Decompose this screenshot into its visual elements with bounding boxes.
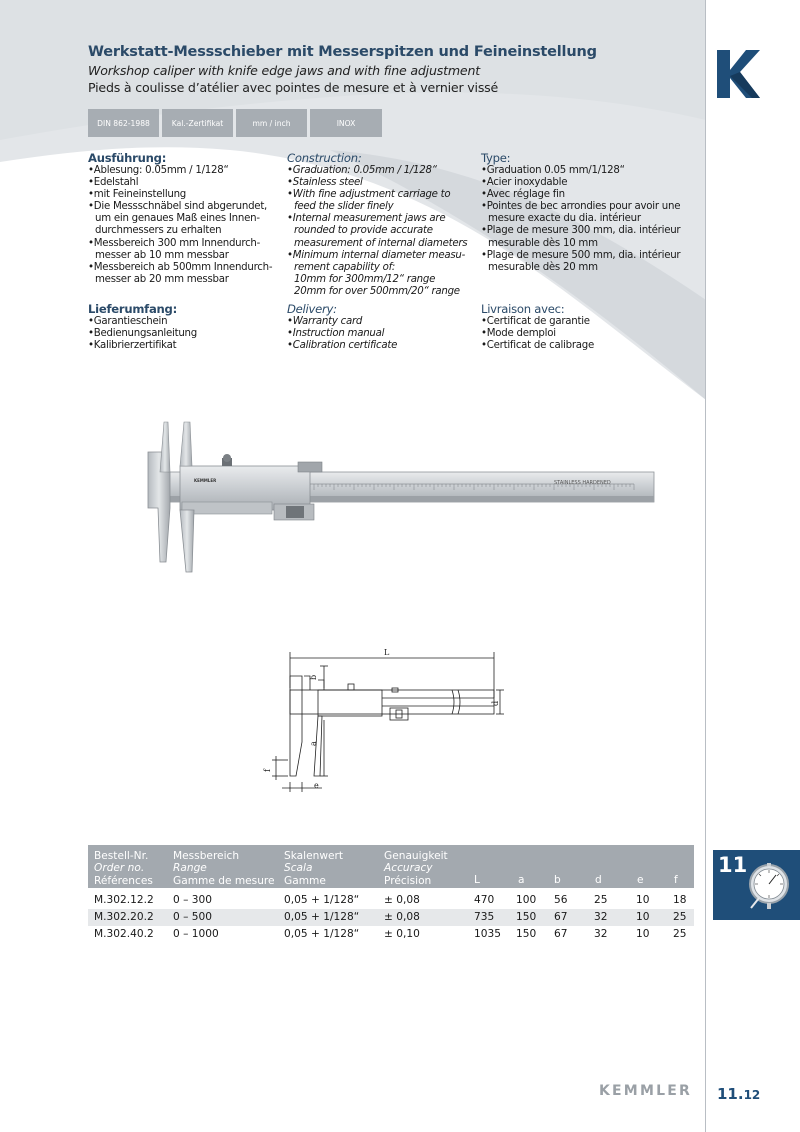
cell-a: 100 [516,894,537,906]
header-fr: Gamme de mesure [173,874,275,887]
page-number-sub: 12 [743,1088,761,1102]
title-french: Pieds à coulisse d’atélier avec pointes de mesure et à vernier vissé [88,80,499,95]
dimension-diagram [262,642,508,802]
title-german: Werkstatt-Messschieber mit Messerspitzen und Feineinstellung [88,44,597,60]
col-header-scale [284,850,343,887]
header-de: Genauigkeit [384,850,448,862]
spec-item: • Graduation: 0.05mm / 1/128“ [287,165,477,177]
col-header-f: f [674,874,678,886]
col-header-d: d [595,874,602,886]
delivery-item: • Certificat de calibrage [481,340,701,352]
label-e: e [314,781,319,790]
label-b: b [309,674,318,680]
cell-e: 10 [636,911,650,923]
right-margin-rule [705,0,706,1132]
header-en: Range [173,862,207,875]
delivery-item: • Instruction manual [287,328,477,340]
tag-units: mm / inch [236,109,307,137]
caliper-product-image [134,412,670,588]
title-block [88,43,688,96]
cell-e: 10 [636,894,650,906]
cell-scale: 0,05 + 1/128“ [284,911,360,923]
french-heading: Type: [481,151,511,165]
col-header-range [173,850,275,887]
kemmler-logo [712,46,764,102]
cell-f: 25 [673,928,687,940]
tag-inox: INOX [310,109,382,137]
cell-scale: 0,05 + 1/128“ [284,928,360,940]
product-table [88,845,694,943]
cell-b: 67 [554,928,568,940]
col-header-l: L [474,874,480,886]
header-fr: Gamme [284,874,326,887]
table-row [88,892,694,909]
cell-f: 18 [673,894,687,906]
table-header [88,845,694,888]
tag-din: DIN 862-1988 [88,109,159,137]
french-delivery-list [481,316,701,352]
cell-range: 0 – 300 [173,894,212,906]
spec-item: • Plage de mesure 500 mm, dia. intérieur mesurable dès 20 mm [481,250,701,274]
english-spec-column [287,151,477,352]
col-header-order [94,850,153,887]
footer-brand: KEMMLER [599,1083,692,1099]
label-a: a [309,741,318,746]
cell-accuracy: ± 0,08 [384,911,420,923]
english-heading: Construction: [287,151,362,165]
col-header-a: a [518,874,525,886]
table-row [88,909,694,926]
spec-item: • Minimum internal diameter measu- rement capability of: 10mm for 300mm/12“ range 20mm for over 500mm/20“ range [287,250,477,298]
header-de: Bestell-Nr. [94,850,149,862]
cell-e: 10 [636,928,650,940]
english-delivery-list [287,316,477,352]
header-en: Order no. [94,862,145,875]
delivery-item: • Bedienungsanleitung [88,328,278,340]
beam-engraving: STAINLESS HARDENED [554,480,611,486]
table-row [88,926,694,943]
spec-item: • Plage de mesure 300 mm, dia. intérieur mesurable dès 10 mm [481,225,701,249]
spec-item: • Internal measurement jaws are rounded to provide accurate measurement of internal diameters [287,213,477,249]
cell-l: 735 [474,911,495,923]
page-number-main: 11. [717,1085,744,1103]
spec-item: • Pointes de bec arrondies pour avoir une mesure exacte du dia. intérieur [481,201,701,225]
cell-f: 25 [673,911,687,923]
delivery-item: • Mode demploi [481,328,701,340]
header-de: Messbereich [173,850,240,862]
delivery-item: • Kalibrierzertifikat [88,340,278,352]
cell-b: 56 [554,894,568,906]
french-delivery-heading: Livraison avec: [481,301,565,316]
english-delivery-heading: Delivery: [287,302,337,317]
cell-range: 0 – 500 [173,911,212,923]
header-fr: Précision [384,874,432,887]
cell-order: M.302.20.2 [94,911,154,923]
delivery-item: • Calibration certificate [287,340,477,352]
label-d: d [491,700,500,706]
spec-item: • Avec réglage fin [481,189,701,201]
spec-item: • mit Feineinstellung [88,189,278,201]
french-spec-list [481,165,701,274]
spec-item: • Messbereich 300 mm Innendurch- messer ab 10 mm messbar [88,238,278,262]
english-spec-list [287,165,477,298]
header-de: Skalenwert [284,850,344,862]
german-heading: Ausführung: [88,151,167,165]
cell-order: M.302.40.2 [94,928,154,940]
cell-b: 67 [554,911,568,923]
slider-brand-engraving: KEMMLER [194,478,217,483]
spec-item: • Stainless steel [287,177,477,189]
cell-a: 150 [516,911,537,923]
spec-item: • Ablesung: 0.05mm / 1/128“ [88,165,278,177]
cell-a: 150 [516,928,537,940]
tag-calibration: Kal.-Zertifikat [162,109,233,137]
header-en: Accuracy [384,862,433,875]
french-spec-column [481,151,701,352]
title-english: Workshop caliper with knife edge jaws and with fine adjustment [88,63,480,78]
chapter-number: 11 [718,853,748,877]
cell-d: 32 [594,928,608,940]
spec-item: • Messbereich ab 500mm Innendurch- messer ab 20 mm messbar [88,262,278,286]
spec-item: • Edelstahl [88,177,278,189]
dial-gauge-icon [741,860,797,916]
col-header-b: b [554,874,561,886]
german-delivery-heading: Lieferumfang: [88,301,177,316]
cell-range: 0 – 1000 [173,928,219,940]
header-en: Scala [284,862,313,875]
page-number [717,1085,760,1103]
header-fr: Références [94,874,153,887]
col-header-e: e [637,874,644,886]
spec-item: • Acier inoxydable [481,177,701,189]
label-f: f [263,769,272,772]
chapter-tab [713,850,800,920]
cell-d: 25 [594,894,608,906]
cell-accuracy: ± 0,10 [384,928,420,940]
delivery-item: • Warranty card [287,316,477,328]
delivery-item: • Certificat de garantie [481,316,701,328]
spec-item: • Graduation 0.05 mm/1/128“ [481,165,701,177]
german-spec-column [88,151,278,352]
german-spec-list [88,165,278,286]
col-header-accuracy [384,850,448,887]
german-delivery-list [88,316,278,352]
label-l: L [384,648,390,657]
cell-l: 470 [474,894,495,906]
cell-l: 1035 [474,928,501,940]
spec-item: • With fine adjustment carriage to feed the slider finely [287,189,477,213]
cell-order: M.302.12.2 [94,894,154,906]
cell-d: 32 [594,911,608,923]
delivery-item: • Garantieschein [88,316,278,328]
spec-item: • Die Messschnäbel sind abgerundet, um ein genaues Maß eines Innen- durchmessers zu erhalten [88,201,278,237]
cell-scale: 0,05 + 1/128“ [284,894,360,906]
cell-accuracy: ± 0,08 [384,894,420,906]
